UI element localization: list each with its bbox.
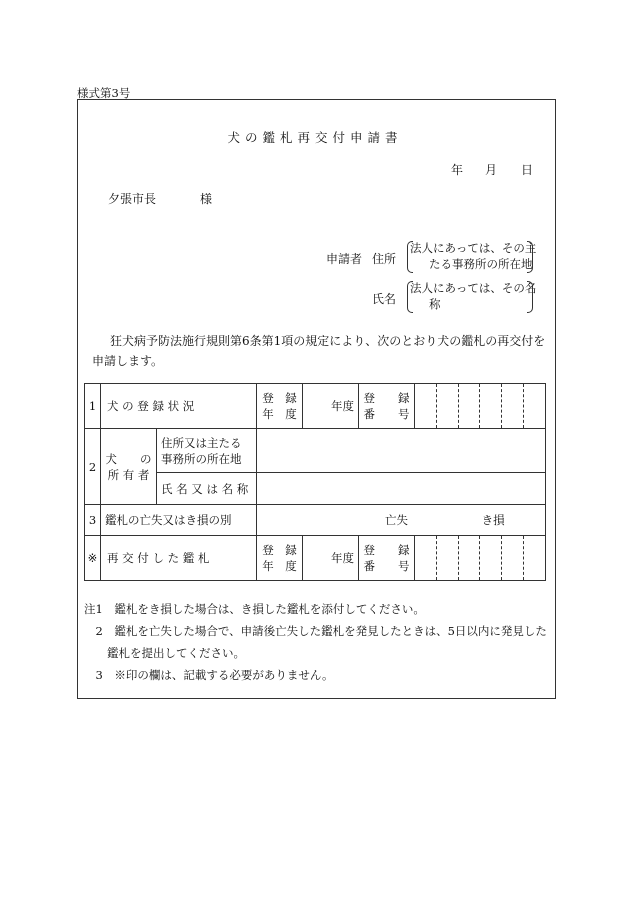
address-note-line1: 法人にあっては、その主 <box>410 241 537 255</box>
note-2-line1: 2 鑑札を亡失した場合で、申請後亡失した鑑札を発見したときは、5日以内に発見した <box>84 624 547 638</box>
applicant-label: 申請者 <box>326 252 363 266</box>
damaged-option[interactable]: き損 <box>481 513 505 527</box>
lost-or-damaged-choice[interactable] <box>257 505 546 536</box>
application-statement: 狂犬病予防法施行規則第6条第1項の規定により、次のとおり犬の鑑札の再交付を申請します。 <box>92 334 546 368</box>
date-year: 年 <box>451 163 464 177</box>
applicant-name-field[interactable] <box>407 280 537 314</box>
note-3: 3 ※印の欄は、記載する必要がありません。 <box>84 668 334 682</box>
registration-year-label <box>257 536 303 581</box>
label-line: 登 録 <box>262 543 297 557</box>
dog-registration-status-label: 犬 の 登 録 状 況 <box>107 399 195 413</box>
table-row <box>85 384 546 429</box>
row-label <box>101 536 257 581</box>
digit-boxes <box>415 384 545 428</box>
row-number: 1 <box>85 384 101 429</box>
owner-name-label <box>157 473 257 505</box>
owner-address-field[interactable] <box>257 429 546 473</box>
lost-or-damaged-label: 鑑札の亡失又はき損の別 <box>105 513 232 527</box>
name-note-line1: 法人にあっては、その名 <box>410 281 537 295</box>
registration-year-field[interactable] <box>303 536 359 581</box>
nendo-suffix: 年度 <box>331 551 354 565</box>
label-line: 犬 の <box>105 451 152 466</box>
label-line: 登 録 <box>363 391 410 405</box>
digit-boxes <box>415 536 545 580</box>
label-line: 登 録 <box>363 543 410 557</box>
table-row <box>85 429 546 473</box>
applicant-address-label: 住所 <box>372 252 397 266</box>
date-month: 月 <box>485 163 498 177</box>
form-number: 様式第3号 <box>77 86 131 100</box>
recipient-name: 夕張市長 <box>108 192 157 206</box>
registration-number-field[interactable] <box>415 536 546 581</box>
note-2-line2: 鑑札を提出してください。 <box>84 646 245 660</box>
lost-option[interactable]: 亡失 <box>385 513 408 527</box>
owner-name-field[interactable] <box>257 473 546 505</box>
reissued-tag-label: 再 交 付 し た 鑑 札 <box>107 551 210 565</box>
applicant-name-label: 氏名 <box>372 292 397 306</box>
label-line: 住所又は主たる <box>161 435 242 450</box>
label-line: 事務所の所在地 <box>161 451 242 466</box>
registration-table <box>84 383 546 581</box>
registration-year-field[interactable] <box>303 384 359 429</box>
label-line: 番 号 <box>363 407 410 421</box>
address-note-line2: たる事務所の所在地 <box>429 257 533 271</box>
note-1: 注1 鑑札をき損した場合は、き損した鑑札を添付してください。 <box>84 602 425 616</box>
label-line: 年 度 <box>262 559 297 573</box>
recipient-honorific: 様 <box>200 192 213 206</box>
row-label <box>101 384 257 429</box>
row-label <box>101 505 257 536</box>
label-line: 番 号 <box>363 559 410 573</box>
name-note-line2: 称 <box>429 297 441 311</box>
label-line: 所 有 者 <box>107 467 150 482</box>
page-title: 犬の鑑札再交付申請書 <box>227 130 403 145</box>
date-day: 日 <box>521 163 534 177</box>
owner-address-label <box>157 429 257 473</box>
row-number: 2 <box>85 429 101 505</box>
applicant-address-field[interactable] <box>407 240 537 274</box>
notes <box>84 598 554 686</box>
registration-year-label <box>257 384 303 429</box>
registration-number-field[interactable] <box>415 384 546 429</box>
registration-number-label <box>359 536 415 581</box>
row-number: ※ <box>85 536 101 581</box>
nendo-suffix: 年度 <box>331 399 354 413</box>
label-line: 氏 名 又 は 名 称 <box>161 481 249 496</box>
label-line: 登 録 <box>262 391 297 405</box>
row-number: 3 <box>85 505 101 536</box>
dog-owner-label <box>101 429 157 505</box>
label-line: 年 度 <box>262 407 297 421</box>
table-row <box>85 505 546 536</box>
registration-number-label <box>359 384 415 429</box>
table-row <box>85 536 546 581</box>
